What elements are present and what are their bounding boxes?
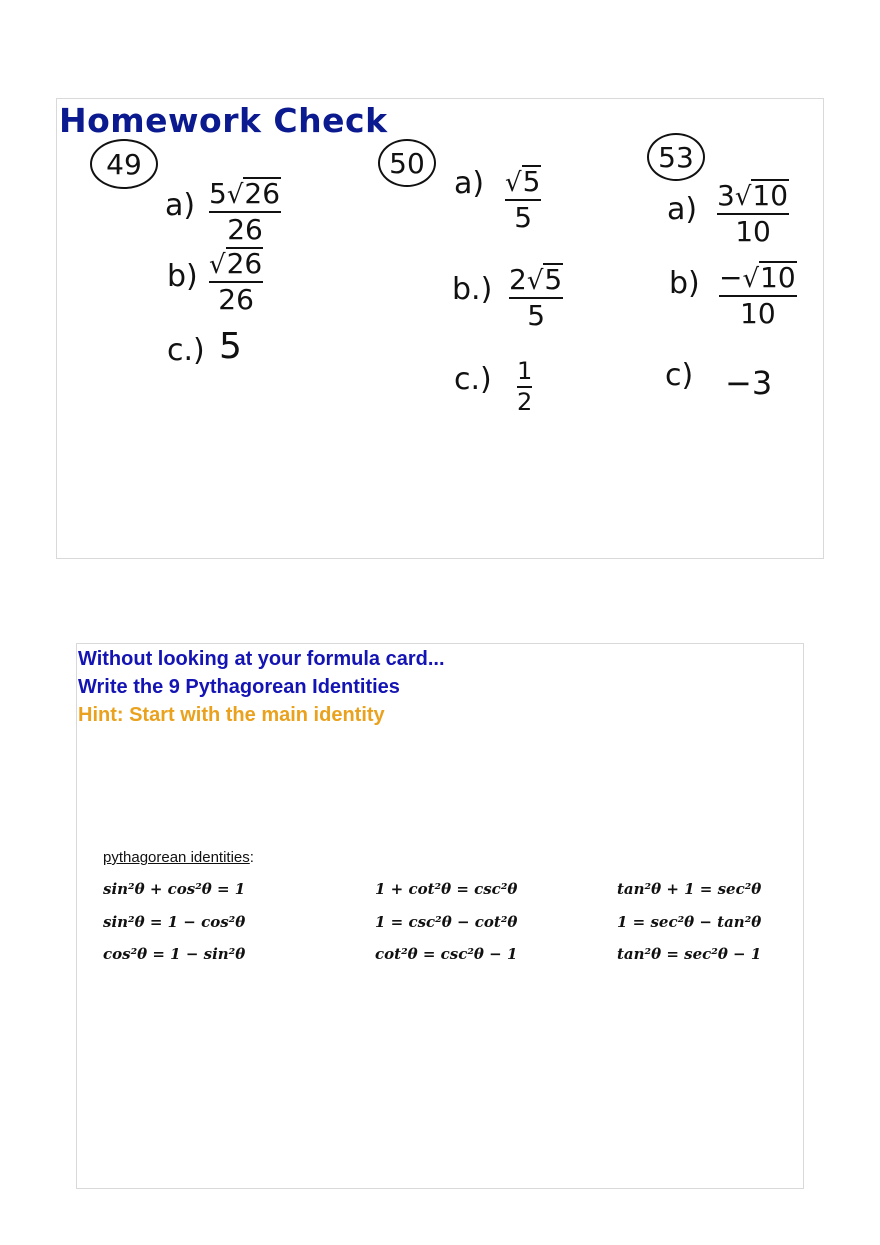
identity-1-2: 1 + cot²θ = csc²θ bbox=[375, 880, 518, 898]
problem-number-53: 53 bbox=[647, 133, 705, 181]
p49-b-answer bbox=[209, 247, 263, 315]
instruction-line-1: Without looking at your formula card... bbox=[78, 648, 445, 670]
p53-b-label: b) bbox=[669, 266, 700, 301]
p50-a-numerator: √5 bbox=[505, 165, 541, 198]
p50-c-label: c.) bbox=[454, 362, 492, 397]
p49-b-denominator: 26 bbox=[218, 283, 254, 317]
p49-c-label: c.) bbox=[167, 333, 205, 368]
p49-c-answer: 5 bbox=[219, 326, 242, 367]
p50-b-label: b.) bbox=[452, 272, 493, 307]
pythagorean-identities-slide bbox=[76, 643, 804, 1189]
problem-number-49: 49 bbox=[90, 139, 158, 189]
p50-a-denominator: 5 bbox=[514, 201, 533, 235]
hint-line: Hint: Start with the main identity bbox=[78, 704, 385, 726]
identity-2-2: 1 = csc²θ − cot²θ bbox=[375, 913, 518, 931]
instruction-line-2: Write the 9 Pythagorean Identities bbox=[78, 676, 400, 698]
p50-c-denominator: 2 bbox=[517, 388, 533, 417]
p50-c-numerator: 1 bbox=[517, 357, 533, 385]
p49-b-numerator: √26 bbox=[209, 247, 263, 280]
slide-title: Homework Check bbox=[59, 101, 388, 140]
p53-c-answer: −3 bbox=[725, 364, 773, 402]
identity-3-1: cos²θ = 1 − sin²θ bbox=[103, 945, 246, 963]
identity-1-3: tan²θ + 1 = sec²θ bbox=[617, 880, 762, 898]
p53-a-label: a) bbox=[667, 192, 698, 227]
p50-b-denominator: 5 bbox=[527, 299, 546, 333]
p50-c-answer bbox=[517, 359, 532, 415]
p50-a-answer bbox=[505, 165, 541, 233]
problem-number-50: 50 bbox=[378, 139, 436, 187]
identity-3-3: tan²θ = sec²θ − 1 bbox=[617, 945, 762, 963]
p53-b-answer bbox=[719, 261, 797, 329]
identities-heading: pythagorean identities: bbox=[103, 849, 254, 866]
p50-b-answer bbox=[509, 263, 563, 331]
p50-b-numerator: 2√5 bbox=[509, 263, 563, 296]
p53-b-denominator: 10 bbox=[740, 297, 776, 331]
p49-a-label: a) bbox=[165, 188, 196, 223]
identity-3-2: cot²θ = csc²θ − 1 bbox=[375, 945, 518, 963]
p49-a-answer bbox=[209, 177, 281, 245]
p49-b-label: b) bbox=[167, 259, 198, 294]
homework-check-slide bbox=[56, 98, 824, 559]
p50-a-label: a) bbox=[454, 166, 485, 201]
p53-b-numerator: −√10 bbox=[719, 261, 796, 294]
p53-a-answer bbox=[717, 179, 789, 247]
identity-1-1: sin²θ + cos²θ = 1 bbox=[103, 880, 246, 898]
p53-a-numerator: 3√10 bbox=[717, 179, 789, 212]
p53-c-label: c) bbox=[665, 358, 694, 393]
identity-2-1: sin²θ = 1 − cos²θ bbox=[103, 913, 246, 931]
identity-2-3: 1 = sec²θ − tan²θ bbox=[617, 913, 762, 931]
p53-a-denominator: 10 bbox=[735, 215, 771, 249]
p49-a-numerator: 5√26 bbox=[209, 177, 281, 210]
p49-a-denominator: 26 bbox=[227, 213, 263, 247]
